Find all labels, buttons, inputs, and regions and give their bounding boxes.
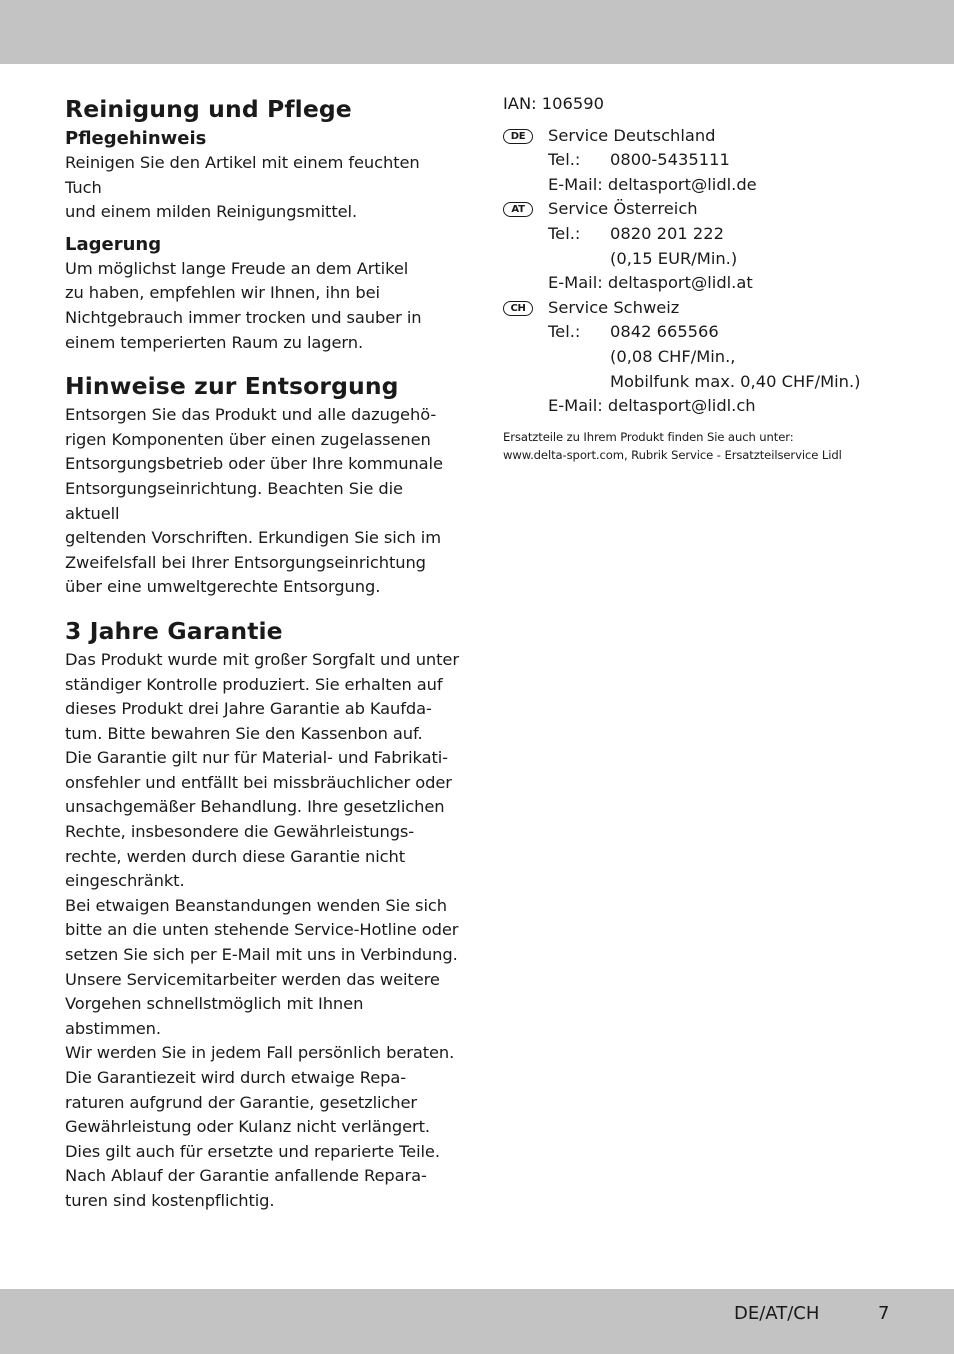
service-ch-tel-row: [503, 320, 923, 345]
service-at-email: E-Mail: deltasport@lidl.at: [548, 273, 753, 293]
service-ch-phone: 0842 665566: [610, 322, 719, 342]
service-de-title-row: [503, 124, 923, 149]
service-ch-mobile-rate-row: [503, 370, 923, 395]
service-de-tel-row: [503, 148, 923, 173]
subheading-storage: Lagerung: [65, 233, 162, 255]
warranty-text: Das Produkt wurde mit großer Sorgfalt und unter ständiger Kontrolle produziert. Sie erhalten auf dieses Produkt drei Jahre Garantie ab Kaufda- tum. Bitte bewahren Sie den Kassenbon auf. Die Garantie gilt nur für Material- und Fabrikati- onsfehler und entfällt bei missbräuchlicher oder unsachgemäßer Behandlung. Ihre gesetzlichen Rechte, insbesondere die Gewährleistungs- rechte, werden durch diese Garantie nicht eingeschränkt. Bei etwaigen Beanstandungen wenden Sie sich bitte an die unten stehende Service-Hotline oder setzen Sie sich per E-Mail mit uns in Verbindung. Unsere Servicemitarbeiter werden das weitere Vorgehen schnellstmöglich mit Ihnen abstimmen. Wir werden Sie in jedem Fall persönlich beraten. Die Garantiezeit wird durch etwaige Repa- raturen aufgrund der Garantie, gesetzlicher Gewährleistung oder Kulanz nicht verlängert. Dies gilt auch für ersetzte und reparierte Teile. Nach Ablauf der Garantie anfallende Repara- turen sind kostenpflichtig.: [65, 649, 459, 1210]
disposal-text: Entsorgen Sie das Produkt und alle dazugehö- rigen Komponenten über einen zugelassenen Entsorgungsbetrieb oder über Ihre kommunale Entsorgungseinrichtung. Beachten Sie die aktuell geltenden Vorschriften. Erkundigen Sie sich im Zweifelsfall bei Ihrer Entsorgungseinrichtung über eine umweltgerechte Entsorgung.: [65, 405, 443, 597]
spare-parts-note-line1: Ersatzteile zu Ihrem Produkt finden Sie auch unter:: [503, 429, 794, 444]
service-at-title-row: [503, 197, 923, 222]
service-at-rate: (0,15 EUR/Min.): [610, 248, 738, 268]
service-ch-title-row: [503, 296, 923, 321]
storage-text: Um möglichst lange Freude an dem Artikel zu haben, empfehlen wir Ihnen, ihn bei Nichtgebrauch immer trocken und sauber in einem temperierten Raum zu lagern.: [65, 258, 422, 352]
spare-parts-note-line2: www.delta-sport.com, Rubrik Service - Ersatzteilservice Lidl: [503, 447, 842, 462]
service-at-phone: 0820 201 222: [610, 223, 724, 243]
service-at-rate-row: [503, 247, 923, 272]
subheading-care: Pflegehinweis: [65, 128, 207, 149]
service-de-email-row: [503, 173, 923, 198]
spare-parts-note: [503, 428, 923, 464]
service-ch-email-row: [503, 394, 923, 419]
ch-country-badge-icon: CH: [503, 301, 533, 316]
service-de-email: E-Mail: deltasport@lidl.de: [548, 174, 757, 194]
footer-language-codes: DE/AT/CH: [734, 1303, 820, 1324]
service-column: [503, 92, 923, 464]
service-ch-email: E-Mail: deltasport@lidl.ch: [548, 396, 756, 416]
at-country-badge-icon: AT: [503, 202, 533, 217]
service-at-tel-row: [503, 222, 923, 247]
ian-line: IAN: 106590: [503, 94, 604, 113]
care-text: Reinigen Sie den Artikel mit einem feuchten Tuch und einem milden Reinigungsmittel.: [65, 153, 420, 222]
service-de-phone: 0800-5435111: [610, 150, 730, 170]
header-bar: [0, 0, 954, 64]
section-title-disposal: Hinweise zur Entsorgung: [65, 372, 399, 401]
tel-label: Tel.:: [548, 223, 581, 243]
tel-label: Tel.:: [548, 150, 581, 170]
page-number: 7: [878, 1303, 890, 1324]
service-ch-mobile-rate: Mobilfunk max. 0,40 CHF/Min.): [610, 371, 861, 391]
service-ch-rate-row: [503, 345, 923, 370]
section-title-warranty: 3 Jahre Garantie: [65, 616, 283, 645]
left-column: [65, 92, 460, 1214]
service-at-title: Service Österreich: [548, 199, 698, 219]
section-title-cleaning: Reinigung und Pflege: [65, 95, 352, 123]
service-de-title: Service Deutschland: [548, 125, 716, 145]
de-country-badge-icon: DE: [503, 129, 533, 144]
service-ch-title: Service Schweiz: [548, 297, 680, 317]
service-at-email-row: [503, 271, 923, 296]
tel-label: Tel.:: [548, 322, 581, 342]
service-ch-rate: (0,08 CHF/Min.,: [610, 346, 736, 366]
